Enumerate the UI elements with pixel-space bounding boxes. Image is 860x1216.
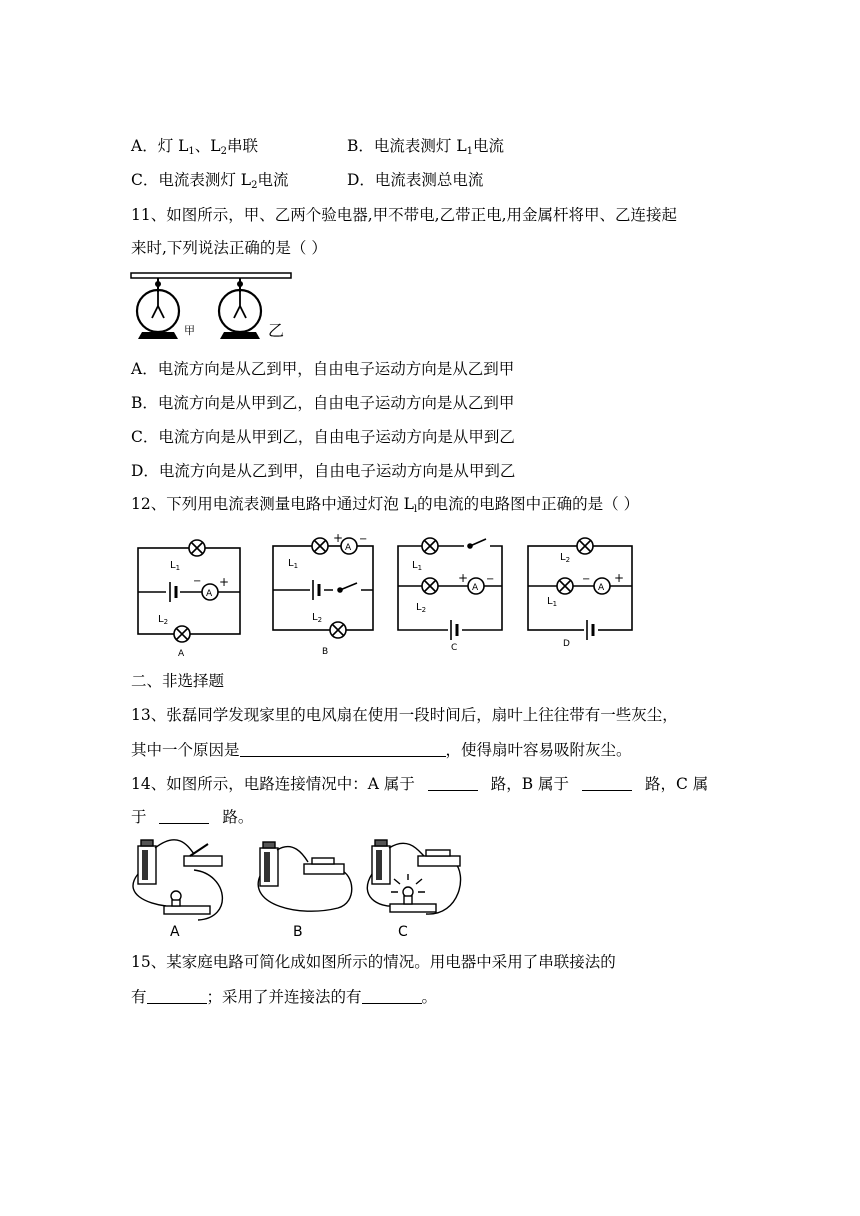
q14-line1: 14、如图所示，电路连接情况中：A 属于 路，B 属于 路，C 属: [131, 775, 709, 793]
circuit-b: [273, 538, 373, 638]
minus-c: −: [486, 574, 495, 585]
label-a-l2: $L_2$: [158, 614, 169, 626]
ammeter-c: A: [472, 583, 479, 593]
q15-line2: 有 ；采用了并连接法的有 。: [131, 988, 438, 1006]
q14-line2: 于 路。: [131, 808, 254, 826]
q11-option-d: D．电流方向是从乙到甲，自由电子运动方向是从甲到乙: [131, 462, 516, 480]
minus-b: −: [359, 534, 368, 545]
fig-b: [258, 842, 352, 911]
label-jia: 甲: [184, 324, 195, 337]
circuit-label-c: C: [451, 643, 458, 653]
fig-a: [133, 840, 222, 920]
q10-option-a: A．灯 $L_1$、$L_2$串联: [131, 137, 258, 157]
label-d-l2: $L_2$: [560, 552, 571, 564]
circuit-label-a: A: [178, 649, 185, 659]
q14-blank-a[interactable]: [428, 774, 478, 791]
circuit-label-d: D: [563, 639, 570, 649]
plus-a: +: [219, 575, 230, 589]
q14-circuit-figure: [128, 834, 468, 944]
q14-blank-b[interactable]: [582, 774, 632, 791]
q15-blank-series[interactable]: [147, 987, 207, 1004]
q11-option-b: B．电流方向是从甲到乙，自由电子运动方向是从乙到甲: [131, 394, 515, 412]
section-2-heading: 二、非选择题: [131, 672, 225, 690]
q13-line1: 13、张磊同学发现家里的电风扇在使用一段时间后，扇叶上往往带有一些灰尘，: [131, 706, 678, 724]
plus-d: +: [614, 571, 625, 585]
q14-blank-c[interactable]: [159, 807, 209, 824]
fig14-label-c: C: [398, 924, 408, 940]
fig-c: [367, 840, 460, 914]
ammeter-b: A: [345, 543, 352, 553]
label-b-l2: $L_2$: [312, 612, 323, 624]
circuit-d: [528, 538, 632, 640]
circuit-label-b: B: [322, 647, 329, 657]
minus-a: −: [193, 576, 202, 587]
plus-c: +: [458, 571, 469, 585]
label-yi: 乙: [268, 321, 285, 340]
q11-stem-line2: 来时,下列说法正确的是（ ）: [131, 239, 327, 257]
label-d-l1: $L_1$: [547, 596, 558, 608]
ammeter-a: A: [206, 589, 213, 599]
q11-option-a: A．电流方向是从乙到甲，自由电子运动方向是从乙到甲: [131, 360, 515, 378]
q15-blank-parallel[interactable]: [362, 987, 422, 1004]
circuit-a: [138, 540, 240, 642]
q12-stem: 12、下列用电流表测量电路中通过灯泡 $L_l$的电流的电路图中正确的是（ ）: [131, 495, 640, 515]
q10-option-d: D．电流表测总电流: [347, 171, 484, 189]
plus-b: +: [333, 531, 344, 545]
q13-line2: 其中一个原因是 ，使得扇叶容易吸附灰尘。: [131, 741, 632, 759]
label-b-l1: $L_1$: [288, 558, 299, 570]
q15-line1: 15、某家庭电路可简化成如图所示的情况。用电器中采用了串联接法的: [131, 953, 616, 971]
label-a-l1: $L_1$: [170, 560, 181, 572]
label-c-l1: $L_1$: [412, 560, 423, 572]
minus-d: −: [582, 574, 591, 585]
q13-blank[interactable]: [240, 740, 446, 757]
electroscope-figure: [128, 266, 298, 346]
q10-option-c: C．电流表测灯 $L_2$电流: [131, 171, 289, 191]
ammeter-d: A: [598, 583, 605, 593]
fig14-label-b: B: [293, 924, 303, 940]
q11-option-c: C．电流方向是从甲到乙，自由电子运动方向是从甲到乙: [131, 428, 515, 446]
fig14-label-a: A: [170, 924, 180, 940]
q10-option-b: B．电流表测灯 $L_1$电流: [347, 137, 505, 157]
circuit-diagrams: [130, 531, 650, 659]
q11-stem-line1: 11、如图所示，甲、乙两个验电器,甲不带电,乙带正电,用金属杆将甲、乙连接起: [131, 206, 678, 224]
label-c-l2: $L_2$: [416, 602, 427, 614]
circuit-c: [398, 538, 502, 640]
